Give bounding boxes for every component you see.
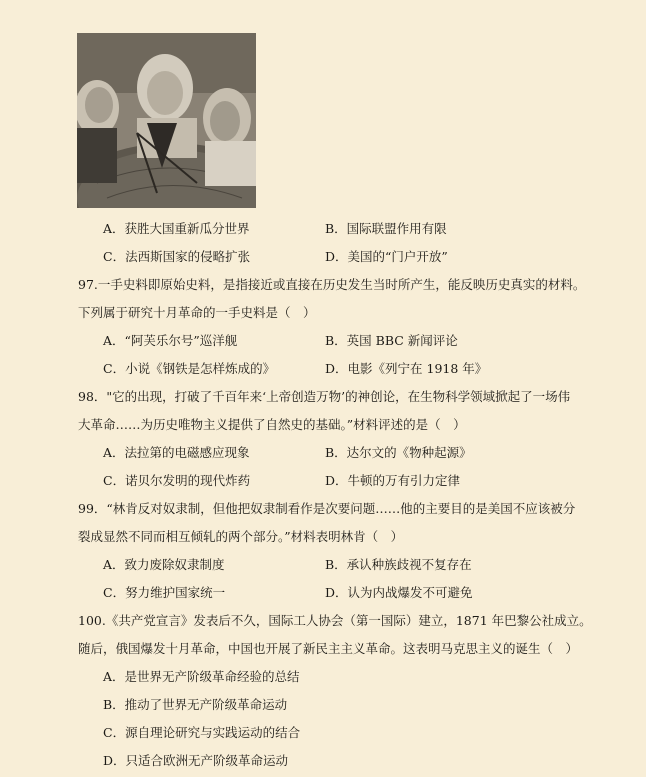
option-a: A．获胜大国重新瓜分世界 (103, 221, 250, 236)
q100-stem-line2: 随后，俄国爆发十月革命，中国也开展了新民主主义革命。这表明马克思主义的诞生（ ） (78, 641, 579, 656)
historical-photo-three-leaders-over-globe (77, 33, 256, 208)
q99-option-a: A．致力废除奴隶制度 (103, 557, 225, 572)
q98-option-d: D．牛顿的万有引力定律 (325, 473, 461, 488)
q99-option-d: D．认为内战爆发不可避免 (325, 585, 473, 600)
q98-stem-line1: 98．"它的出现，打破了千百年来‘上帝创造万物’的神创论，在生物科学领域掀起了一场伟 (78, 389, 571, 404)
q100-option-c: C．源自理论研究与实践运动的结合 (103, 725, 301, 740)
q98-stem-line2: 大革命……为历史唯物主义提供了自然史的基础。”材料评述的是（ ） (78, 417, 466, 432)
q98-option-a: A．法拉第的电磁感应现象 (103, 445, 250, 460)
q99-stem-line2: 裂成显然不同而相互倾轧的两个部分。”材料表明林肯（ ） (78, 529, 404, 544)
q97-option-c: C．小说《钢铁是怎样炼成的》 (103, 361, 276, 376)
q98-option-b: B．达尔文的《物种起源》 (325, 445, 472, 460)
q99-option-c: C．努力维护国家统一 (103, 585, 226, 600)
q100-option-b: B．推动了世界无产阶级革命运动 (103, 697, 288, 712)
q100-option-a: A．是世界无产阶级革命经验的总结 (103, 669, 300, 684)
q97-stem-line2: 下列属于研究十月革命的一手史料是（ ） (78, 305, 316, 320)
q100-option-d: D．只适合欧洲无产阶级革命运动 (103, 753, 289, 768)
q98-option-c: C．诺贝尔发明的现代炸药 (103, 473, 251, 488)
q97-option-d: D．电影《列宁在 1918 年》 (325, 361, 488, 376)
option-b: B．国际联盟作用有限 (325, 221, 447, 236)
option-d: D．美国的“门户开放” (325, 249, 448, 264)
q99-option-b: B．承认种族歧视不复存在 (325, 557, 472, 572)
q97-option-b: B．英国 BBC 新闻评论 (325, 333, 458, 348)
q97-stem-line1: 97.一手史料即原始史料，是指接近或直接在历史发生当时所产生，能反映历史真实的材料。 (78, 277, 586, 292)
q99-stem-line1: 99．“林肯反对奴隶制，但他把奴隶制看作是次要问题……他的主要目的是美国不应该被分 (78, 501, 576, 516)
option-c: C．法西斯国家的侵略扩张 (103, 249, 251, 264)
q97-option-a: A．“阿芙乐尔号”巡洋舰 (103, 333, 238, 348)
q100-stem-line1: 100.《共产党宣言》发表后不久，国际工人协会（第一国际）建立，1871 年巴黎公社成立。 (78, 613, 592, 628)
